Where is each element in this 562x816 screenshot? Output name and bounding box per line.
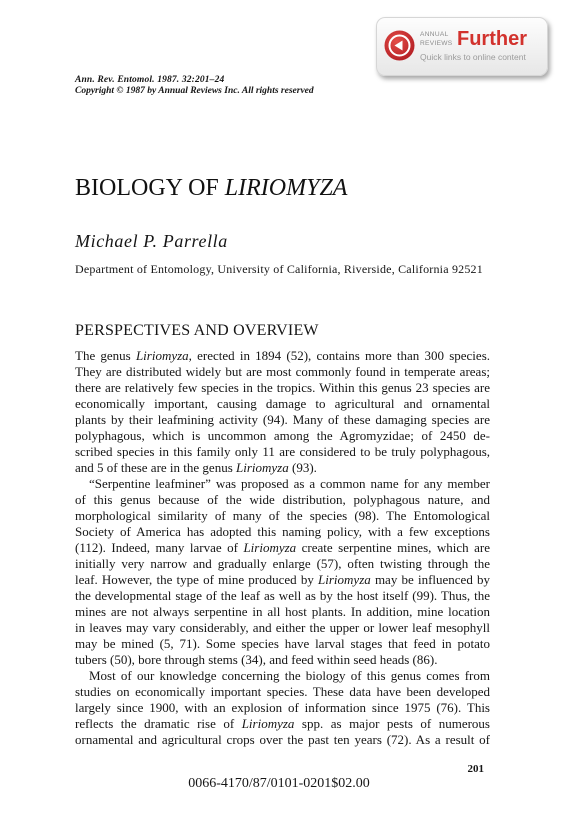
body-line: mines are not always serpentine in all host plants. In addition, mine location (75, 604, 490, 619)
body-line (75, 540, 490, 556)
further-links-button[interactable] (376, 17, 548, 76)
body-line: economically important, causing damage to agricultural and ornamental (75, 396, 490, 411)
genus-name: Liriomyza (241, 716, 295, 731)
body-line (75, 460, 490, 476)
body-line: ornamental and agricultural crops over the past ten years (72). As a result of (75, 732, 490, 747)
article-title (75, 176, 347, 200)
body-line: morphological similarity of many of the species (98). The Entomological (75, 508, 490, 523)
genus-name: Liriomyza, (135, 348, 192, 363)
publisher-logo-text (420, 30, 453, 48)
body-line: polyphagous, which is uncommon among the Agromyzidae; of 2450 de- (75, 428, 490, 443)
body-line: may be mined (5, 71). Some species have larval stages that feed in potato (75, 636, 490, 651)
body-line: in leaves may vary considerably, and either the upper or lower leaf mesophyll (75, 620, 490, 635)
body-line: “Serpentine leafminer” was proposed as a common name for any member (89, 476, 490, 491)
body-line: studies on economically important species. These data have been developed (75, 684, 490, 699)
body-line: plants by their leafmining activity (94). Many of these damaging species are (75, 412, 490, 427)
body-line: largely since 1900, with an explosion of information since 1975 (76). This (75, 700, 490, 715)
body-line: scribed species in this family only 11 are considered to be truly polyphagous, (75, 444, 490, 459)
body-line (75, 716, 490, 732)
line-text: reflects the dramatic rise of (75, 716, 242, 731)
line-text: leaf. However, the type of mine produced by (75, 572, 319, 587)
line-text: create serpentine mines, which are (296, 540, 490, 555)
section-body (75, 348, 490, 748)
page-number: 201 (467, 763, 484, 775)
body-line: Society of America has adopted this naming policy, with a few exceptions (75, 524, 490, 539)
body-line (75, 348, 490, 364)
line-text: may be influenced by (370, 572, 491, 587)
body-line (75, 572, 490, 588)
title-text: BIOLOGY OF (75, 175, 225, 201)
body-line: Most of our knowledge concerning the biology of this genus comes from (89, 668, 490, 683)
author-name: Michael P. Parrella (75, 231, 228, 251)
line-text: erected in 1894 (52), contains more than 300 species. (191, 348, 490, 363)
line-text: The genus (75, 348, 136, 363)
line-text: and 5 of these are in the genus (75, 460, 237, 475)
title-genus: LIRIOMYZA (224, 175, 348, 201)
body-line: initially very narrow and gradually enlarge (57), often twisting through the (75, 556, 490, 571)
brand-line-reviews: REVIEWS (420, 40, 453, 47)
body-line: the developmental stage of the leaf as well as by the host itself (99). Thus, the (75, 588, 490, 603)
body-line: there are relatively few species in the tropics. Within this genus 23 species are (75, 380, 490, 395)
further-subtitle: Quick links to online content (420, 52, 526, 62)
copyright-line: Copyright © 1987 by Annual Reviews Inc. All rights reserved (75, 86, 314, 96)
brand-line-annual: ANNUAL (420, 31, 449, 38)
genus-name: Liriomyza (243, 540, 297, 555)
further-title: Further (457, 28, 527, 50)
genus-name: Liriomyza (318, 572, 371, 587)
line-text: (93). (288, 460, 317, 475)
author-affiliation: Department of Entomology, University of California, Riverside, California 92521 (75, 262, 483, 276)
body-line: tubers (50), bore through stems (34), and feed within seed heads (86). (75, 652, 438, 667)
paragraph (75, 348, 490, 476)
genus-name: Liriomyza (236, 460, 289, 475)
paragraph (75, 668, 490, 748)
body-line: of this genus because of the wide distribution, polyphagous nature, and (75, 492, 490, 507)
paragraph (75, 476, 490, 668)
line-text: (112). Indeed, many larvae of (75, 540, 244, 555)
journal-citation (75, 75, 314, 97)
back-arrow-circle-icon (384, 30, 415, 61)
section-heading: PERSPECTIVES AND OVERVIEW (75, 322, 319, 339)
article-code: 0066-4170/87/0101-0201$02.00 (188, 776, 370, 791)
citation-line: Ann. Rev. Entomol. 1987. 32:201–24 (75, 75, 225, 85)
back-arrow-circle-icon-graphic (384, 30, 415, 61)
body-line: They are distributed widely but are most commonly found in temperate areas; (75, 364, 490, 379)
line-text: spp. as major pests of numerous (294, 716, 490, 731)
